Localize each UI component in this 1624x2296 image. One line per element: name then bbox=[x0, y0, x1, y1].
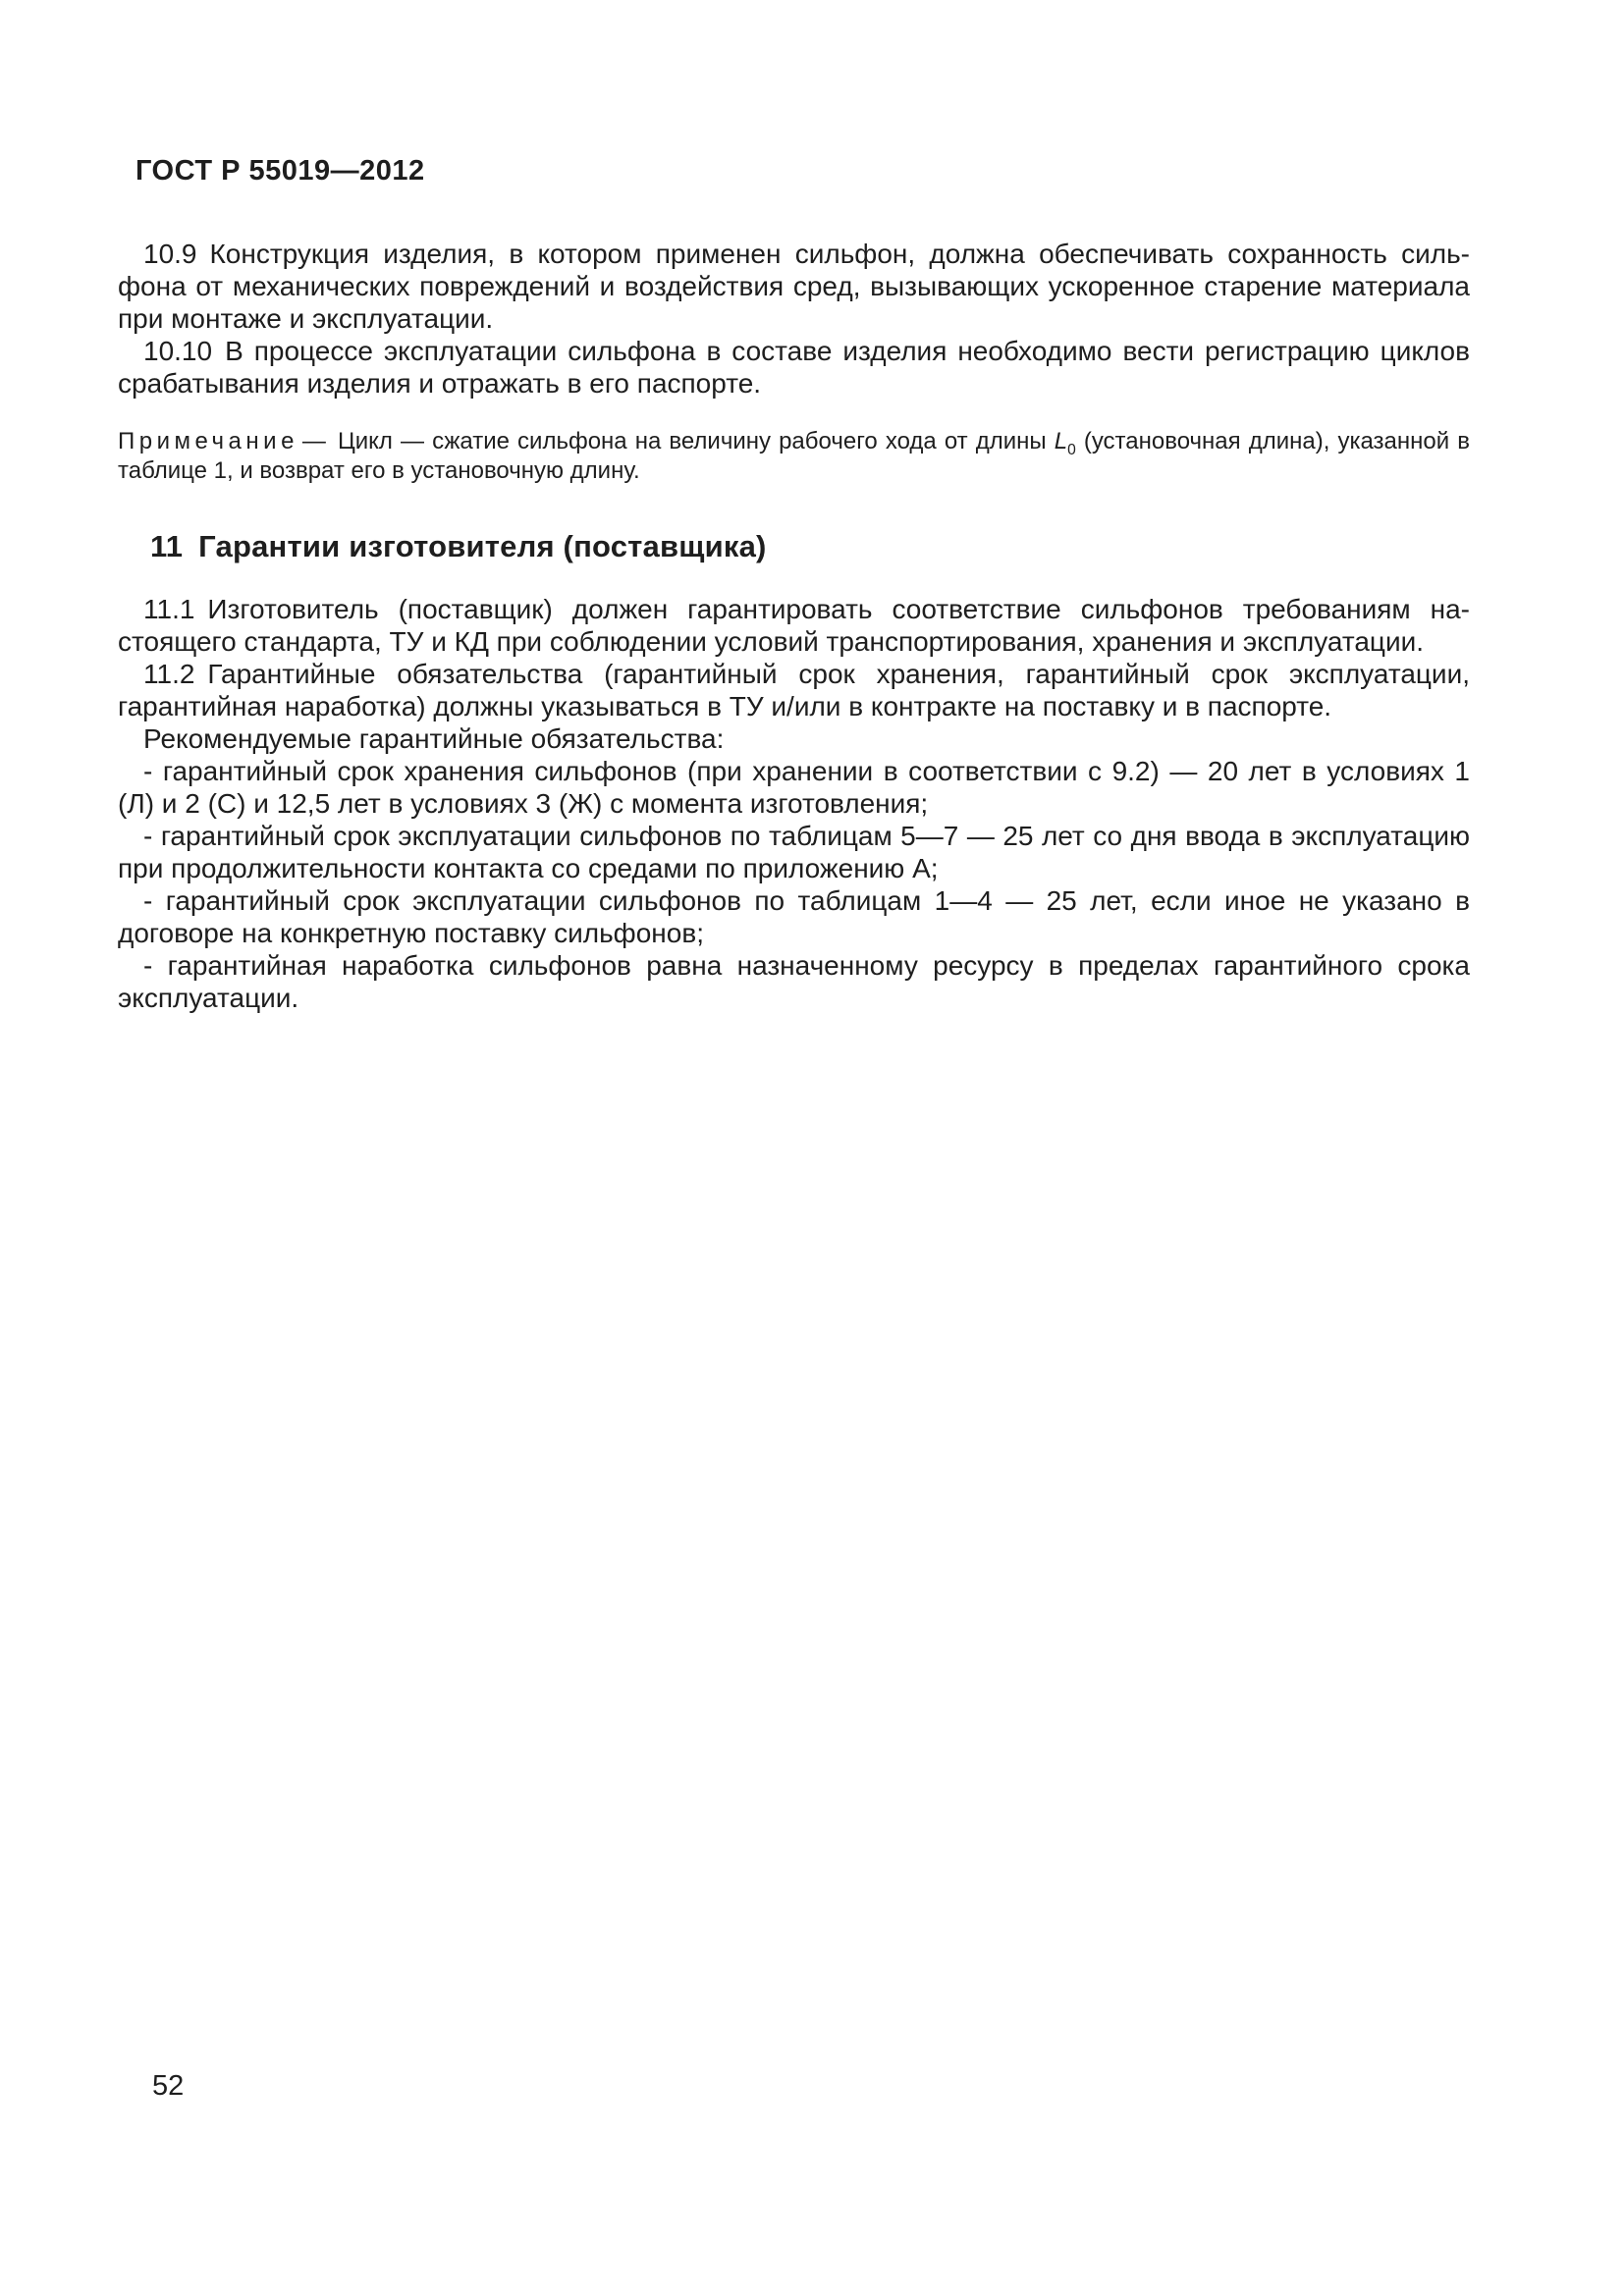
para-10-10 bbox=[118, 335, 1470, 400]
note bbox=[118, 427, 1470, 486]
formula-subscript: 0 bbox=[1067, 441, 1076, 458]
para-10-9 bbox=[118, 238, 1470, 335]
section-11-number: 11 bbox=[150, 529, 184, 563]
para-11-2-number: 11.2 bbox=[143, 659, 195, 689]
section-11-heading bbox=[118, 528, 1470, 565]
list-item-1: - гарантийный срок хранения сильфонов (при хранении в соответствии с 9.2) — 20 лет в условиях 1 (Л) и 2 (С) и 12,5 лет в условиях 3 (Ж) с момента изготовления; bbox=[118, 756, 1470, 819]
para-11-2-text: Гарантийные обязательства (гарантийный срок хранения, гарантийный срок эксплуатации, гарантийная наработка) должны указываться в ТУ и/или в контракте на поставку и в паспорте. bbox=[118, 659, 1470, 721]
para-10-9-text: Конструкция изделия, в котором применен сильфон, должна обеспечивать сохранность сильфона от механических повреждений и воздействия сред, вызывающих ускоренное старение материала при монтаже и эксплуатации. bbox=[118, 239, 1470, 334]
para-10-10-text: В процессе эксплуатации сильфона в составе изделия необходимо вести регистрацию циклов срабатывания изделия и отражать в его паспорте. bbox=[118, 336, 1470, 399]
note-dash: — bbox=[301, 428, 326, 454]
document-header: ГОСТ Р 55019—2012 bbox=[135, 155, 425, 187]
para-10-9-number: 10.9 bbox=[143, 239, 197, 269]
list-item-4: - гарантийная наработка сильфонов равна назначенному ресурсу в пределах гарантийного срока эксплуатации. bbox=[118, 950, 1470, 1013]
page-number: 52 bbox=[152, 2070, 185, 2102]
para-11-1 bbox=[118, 593, 1470, 658]
list-intro: Рекомендуемые гарантийные обязательства: bbox=[143, 723, 725, 754]
note-text-before: Цикл — сжатие сильфона на величину рабочего хода от длины bbox=[338, 428, 1047, 454]
note-text-after: (установочная длина), указанной в таблице 1, и возврат его в установочную длину. bbox=[118, 428, 1470, 484]
section-11-title: Гарантии изготовителя (поставщика) bbox=[198, 529, 767, 563]
note-label: Примечание bbox=[118, 428, 298, 454]
page-content bbox=[118, 155, 1470, 1014]
para-11-2 bbox=[118, 658, 1470, 722]
para-11-1-text: Изготовитель (поставщик) должен гарантировать соответствие сильфонов требованиям настоящего стандарта, ТУ и КД при соблюдении условий транспортирования, хранения и эксплуатации. bbox=[118, 594, 1470, 657]
para-10-10-number: 10.10 bbox=[143, 336, 213, 366]
list-item-2: - гарантийный срок эксплуатации сильфонов по таблицам 5—7 — 25 лет со дня ввода в эксплуатацию при продолжительности контакта со средами по приложению А; bbox=[118, 821, 1470, 883]
list-item-3: - гарантийный срок эксплуатации сильфонов по таблицам 1—4 — 25 лет, если иное не указано в договоре на конкретную поставку сильфонов; bbox=[118, 885, 1470, 948]
para-11-1-number: 11.1 bbox=[143, 594, 195, 624]
formula-symbol: L bbox=[1054, 428, 1068, 454]
